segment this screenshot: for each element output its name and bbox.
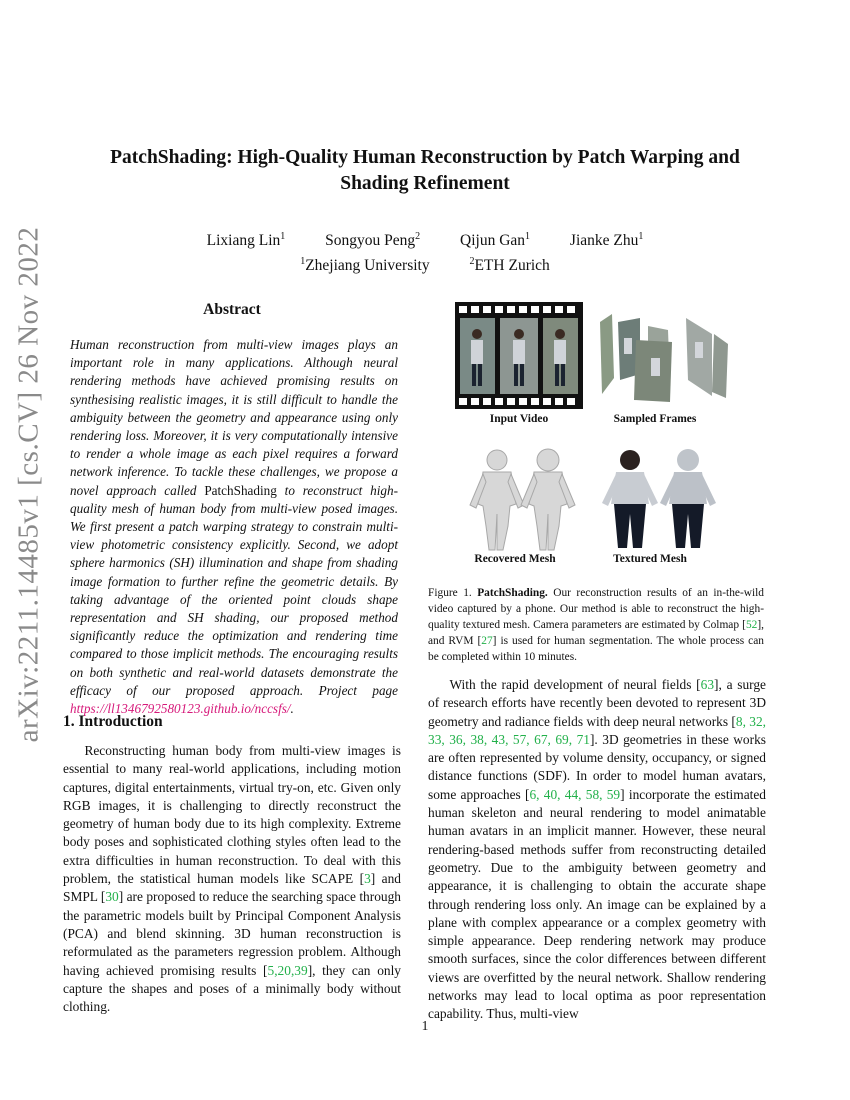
citation-link[interactable]: 3 [364, 871, 371, 887]
citation-link[interactable]: 8, 32, 33, 36, 38, 43, 57, 67, 69, 71 [428, 713, 767, 747]
method-name: PatchShading [204, 482, 277, 498]
right-column-text: With the rapid development of neural fields [63], a surge of research efforts have recently been devoted to represent 3D geometry and radiance fields with deep neural networks [8, 32, 33, 36, 38, 43, 57, 67, 69, 71]. 3D geometries in these works are often represented by volume density, occupancy, or signed distance functions (SDF). In order to model human avatars, some approaches [6, 40, 44, 58, 59] incorporate the estimated human skeleton and neural rendering to model animatable human avatars in an implicit manner. However, these neural rendering-based methods suffer from reconstructing detailed geometry. Due to the ambiguity between geometry and appearance, it is challenging to obtain the accurate shape through rendering loss only. An image can be explained by a plane with complex appearance or a complex geometry with simple appearance. Deep rendering network may produce smooth surfaces, since the color differences between different views are overfitted by the neural network. Shallow rendering networks may lead to local optima as poor representation capability. Thus, multi-view [428, 677, 767, 1022]
figure-label: Sampled Frames [613, 413, 697, 425]
arxiv-id: arXiv:2211.14485v1 [cs.CV] 26 Nov 2022 [12, 226, 45, 742]
author: Jianke Zhu$^1$ [569, 231, 644, 250]
affiliation: $^2$ETH Zurich [469, 256, 550, 275]
arxiv-side-label [6, 226, 52, 742]
abstract-heading: Abstract [203, 301, 261, 318]
figure-label: Input Video [489, 413, 549, 425]
citation-link[interactable]: 30 [105, 889, 119, 905]
affiliation: $^1$Zhejiang University [300, 256, 430, 275]
recovered-mesh-icon [470, 449, 575, 550]
project-link[interactable]: https://ll1346792580123.github.io/nccsfs/ [70, 701, 291, 717]
film-strip-icon [455, 302, 583, 409]
paper-title [70, 145, 780, 197]
figure-label: Textured Mesh [613, 553, 687, 565]
author: Qijun Gan$^1$ [460, 231, 531, 250]
figure-illustration [450, 300, 750, 575]
section-heading-introduction: 1. Introduction [63, 713, 163, 730]
citation-link[interactable]: 52 [745, 619, 758, 632]
author: Songyou Peng$^2$ [325, 231, 421, 250]
abstract-text: Human reconstruction from multi-view images plays an important role in many applications. Although neural rendering methods have achieved promising results on synthesising realistic images, it is still difficult to handle the ambiguity between the geometry and appearance using only rendering loss. Moreover, it is very computationally intensive to render a whole image as each pixel requires a forward network inference. To tackle these challenges, we propose a novel approach called PatchShading to reconstruct high-quality mesh of human body from multi-view posed images. We first present a patch warping strategy to constrain multi-view photometric consistency explicitly. Second, we adopt sphere harmonics (SH) illumination and shape from shading image formation to further refine the geometric details. By taking advantage of the oriented point clouds shape representation and SH shading, our proposed method significantly reduce the optimization and rendering time compared to those implicit methods. The encouraging results on both synthetic and real-world datasets demonstrate the efficacy of our proposed approach. Project page https://ll1346792580123.github.io/nccsfs/. [70, 337, 399, 717]
figure-1 [450, 300, 750, 575]
textured-mesh-icon [602, 449, 716, 548]
figure-label: Recovered Mesh [474, 553, 556, 565]
author-row [70, 226, 780, 251]
title-line-1: PatchShading: High-Quality Human Reconstruction by Patch Warping and [110, 147, 740, 168]
citation-link[interactable]: 5,20,39 [267, 962, 308, 978]
citation-link[interactable]: 63 [700, 677, 715, 692]
author-block [70, 226, 780, 276]
citation-link[interactable]: 6, 40, 44, 58, 59 [529, 786, 621, 802]
introduction-text: Reconstructing human body from multi-view images is essential to many real-world applications, including motion captures, digital entertainments, virtual try-on, etc. Given only RGB images, it is challenging to directly reconstruct the geometry of human body due to its high complexity. Extreme body poses and sophisticated clothing styles often lead to the extra difficulties in human reconstruction. To deal with this problem, the statistical human models like SCAPE [3] and SMPL [30] are proposed to reduce the searching space through the parametric models built by Principal Component Analysis (PCA) and blend skinning. 3D human reconstruction is reformulated as the parameters regression problem. Although having achieved promising results [5,20,39], they can only capture the shapes and poses of a minimally body without clothing. [63, 743, 401, 1015]
sampled-frames-icon [600, 314, 728, 402]
affiliation-row [70, 251, 780, 276]
page-number: 1 [421, 1018, 429, 1033]
author: Lixiang Lin$^1$ [206, 231, 286, 250]
citation-link[interactable]: 27 [481, 635, 493, 648]
figure-caption: Figure 1. PatchShading. Our reconstruction results of an in-the-wild video captured by a phone. Our method is able to reconstruct the high-quality textured mesh. Camera parameters are estimated by Colmap [52], and RVM [27] is used for human segmentation. The whole process can be completed within 10 minutes. [428, 587, 764, 664]
title-line-2: Shading Refinement [340, 173, 510, 194]
